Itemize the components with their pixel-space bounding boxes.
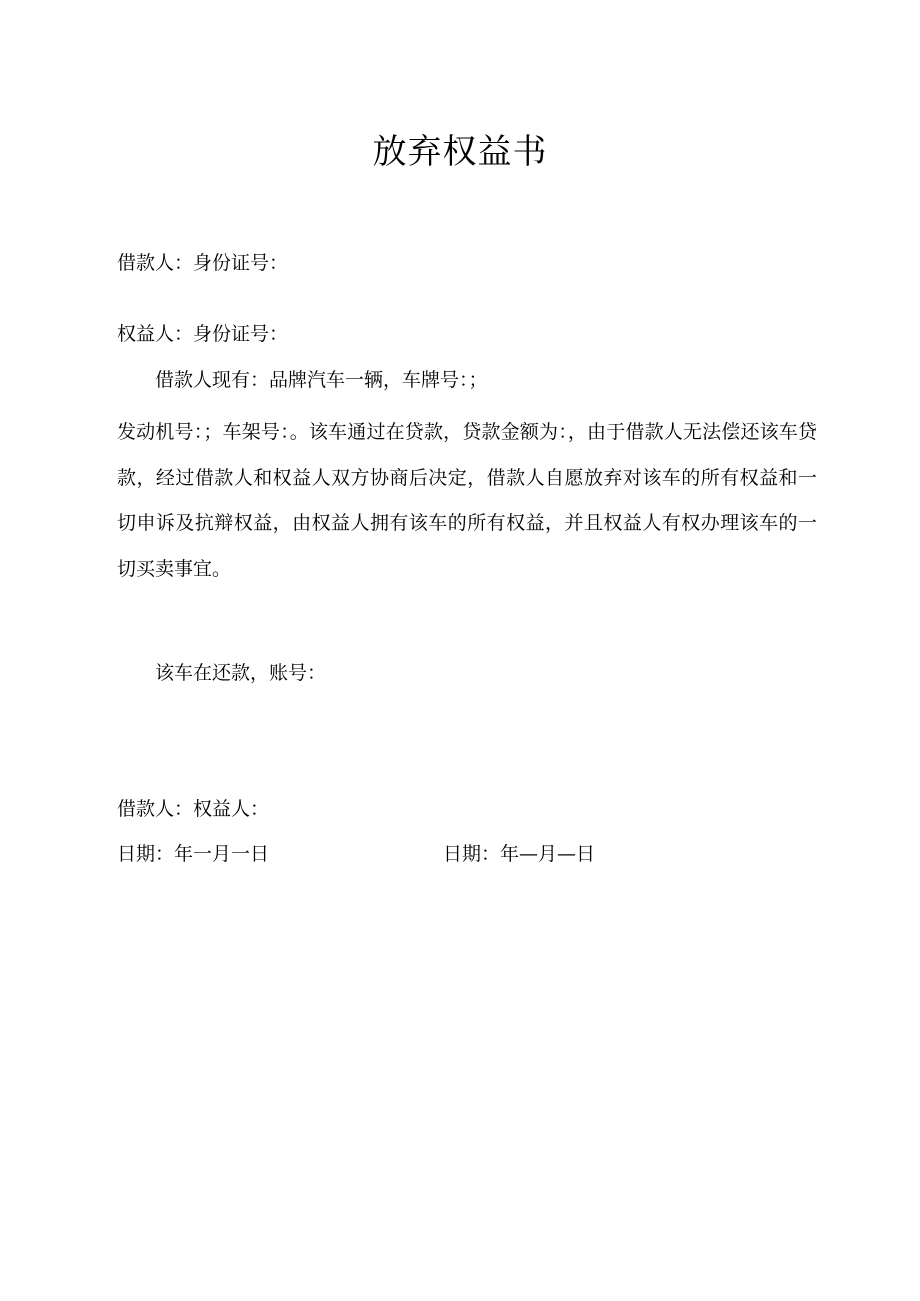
borrower-id-line: 借款人：身份证号： (117, 252, 289, 274)
beneficiary-id-line: 权益人：身份证号： (117, 323, 289, 345)
date-right: 日期：年—月—日 (443, 843, 596, 865)
body-paragraph: 发动机号：；车架号：。该车通过在贷款，贷款金额为：，由于借款人无法偿还该车贷款，经过借款人和权益人双方协商后决定，借款人自愿放弃对该车的所有权益和一切申诉及抗辩权益，由权益人拥有该车的所有权益，并且权益人有权办理该车的一切买卖事宜。 (117, 421, 817, 580)
repayment-account-line: 该车在还款，账号： (155, 662, 327, 684)
date-left: 日期：年一月一日 (117, 843, 270, 865)
vehicle-line: 借款人现有：品牌汽车一辆，车牌号：； (155, 369, 488, 391)
signatures-line: 借款人：权益人： (117, 798, 270, 820)
document-title: 放弃权益书 (372, 132, 548, 172)
